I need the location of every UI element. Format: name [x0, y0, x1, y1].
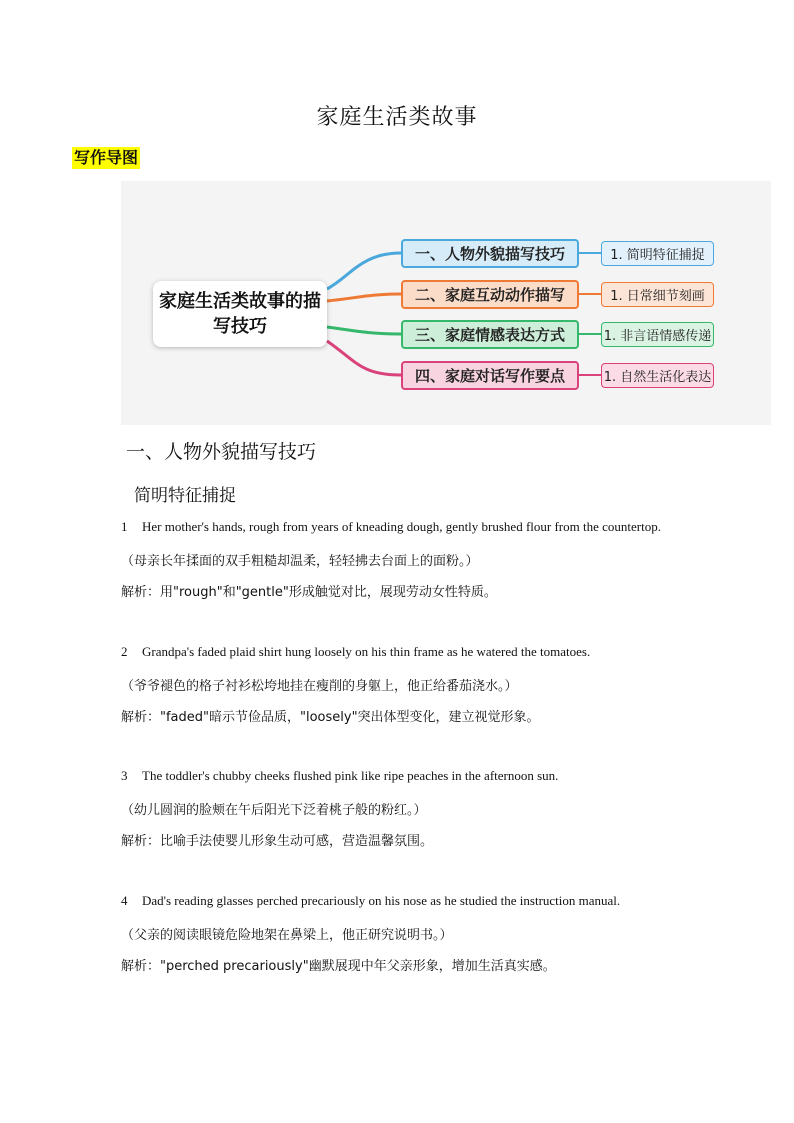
leaf-2: 1. 日常细节刻画	[601, 282, 714, 307]
example-analysis: 解析："perched precariously"幽默展现中年父亲形象，增加生活真实感。	[121, 959, 556, 974]
connector-1	[327, 253, 401, 289]
page-title: 家庭生活类故事	[316, 105, 478, 130]
branch-1: 一、人物外貌描写技巧	[401, 239, 579, 268]
mind-map-root: 家庭生活类故事的描写技巧	[153, 281, 327, 347]
example-sentence	[121, 768, 558, 784]
example-translation: （父亲的阅读眼镜危险地架在鼻梁上，他正研究说明书。）	[121, 928, 453, 943]
branch-4: 四、家庭对话写作要点	[401, 361, 579, 390]
example-translation: （母亲长年揉面的双手粗糙却温柔，轻轻拂去台面上的面粉。）	[121, 554, 479, 569]
example-analysis: 解析：比喻手法使婴儿形象生动可感，营造温馨氛围。	[121, 834, 434, 849]
example-sentence	[121, 519, 661, 535]
branch-2: 二、家庭互动动作描写	[401, 280, 579, 309]
leaf-3: 1. 非言语情感传递	[601, 322, 714, 347]
example-analysis: 解析："faded"暗示节俭品质，"loosely"突出体型变化，建立视觉形象。	[121, 710, 540, 725]
sub-heading: 简明特征捕捉	[134, 486, 236, 506]
connector-3	[327, 327, 401, 334]
mind-map	[121, 181, 771, 425]
example-english: Her mother's hands, rough from years of kneading dough, gently brushed flour from the countertop.	[142, 519, 661, 534]
connector-2	[327, 294, 401, 301]
example-english: Grandpa's faded plaid shirt hung loosely on his thin frame as he watered the tomatoes.	[142, 644, 591, 659]
example-number: 2	[121, 644, 128, 659]
example-number: 4	[121, 893, 128, 908]
example-number: 3	[121, 768, 128, 783]
example-number: 1	[121, 519, 128, 534]
leaf-1: 1. 简明特征捕捉	[601, 241, 714, 266]
branch-3: 三、家庭情感表达方式	[401, 320, 579, 349]
example-sentence	[121, 893, 620, 909]
example-analysis: 解析：用"rough"和"gentle"形成触觉对比，展现劳动女性特质。	[121, 585, 497, 600]
writing-guide-label: 写作导图	[74, 148, 139, 167]
example-translation: （幼儿圆润的脸颊在午后阳光下泛着桃子般的粉红。）	[121, 803, 427, 818]
example-english: Dad's reading glasses perched precariously on his nose as he studied the instruction manual.	[142, 893, 621, 908]
connector-4	[327, 341, 401, 375]
example-english: The toddler's chubby cheeks flushed pink like ripe peaches in the afternoon sun.	[142, 768, 559, 783]
section-heading: 一、人物外貌描写技巧	[126, 441, 317, 463]
leaf-4: 1. 自然生活化表达	[601, 363, 714, 388]
example-sentence	[121, 644, 590, 660]
example-translation: （爷爷褪色的格子衬衫松垮地挂在瘦削的身躯上，他正给番茄浇水。）	[121, 679, 518, 694]
